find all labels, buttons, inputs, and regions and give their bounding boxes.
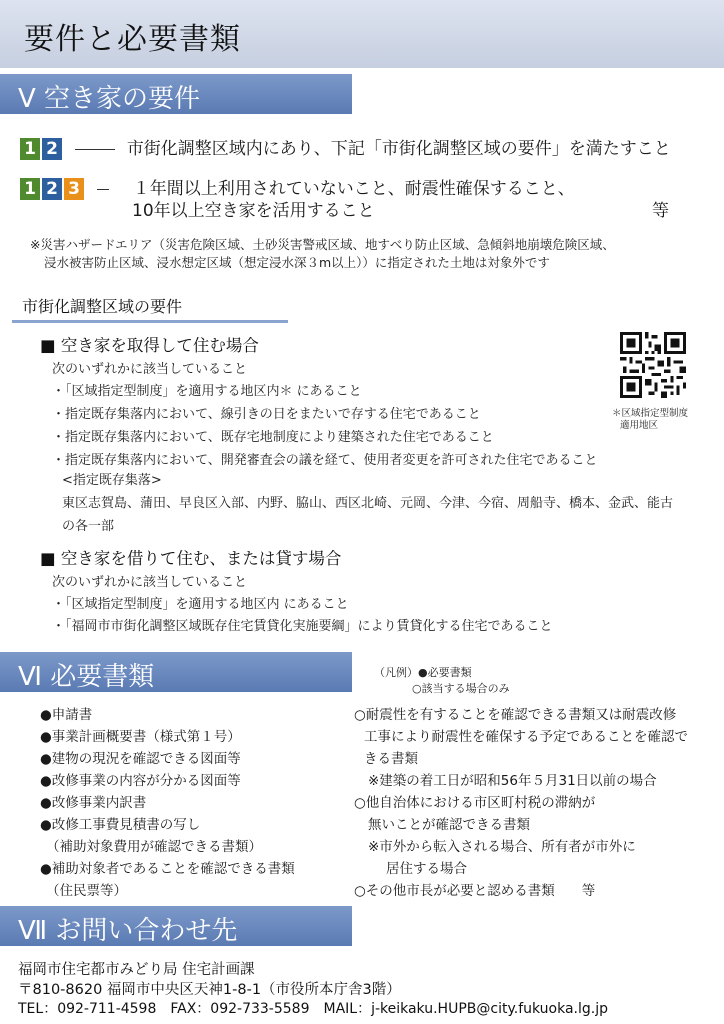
- case1-item: ・指定既存集落内において、線引きの日をまたいで存する住宅であること: [52, 407, 481, 422]
- conditional-docs-list: [354, 704, 688, 902]
- doc-item-note: （補助対象費用が確認できる書類）: [46, 839, 262, 855]
- villages-label: <指定既存集落>: [62, 473, 162, 488]
- requirement-1: [20, 134, 671, 160]
- badge-1: 1: [20, 178, 40, 200]
- doc-item: ●改修事業の内容が分かる図面等: [40, 773, 241, 789]
- qr-code[interactable]: [620, 332, 686, 398]
- section-v-title: Ⅴ 空き家の要件: [18, 84, 201, 114]
- case2-intro: 次のいずれかに該当していること: [52, 575, 248, 590]
- requirement-2-line1: １年間以上利用されていないこと、耐震性確保すること、: [132, 179, 575, 199]
- legend-conditional: ○該当する場合のみ: [412, 682, 510, 695]
- hazard-note-line1: ※災害ハザードエリア（災害危険区域、土砂災害警戒区域、地すべり防止区域、急傾斜地崩壊危険区域、: [30, 237, 615, 252]
- badge-2: 2: [42, 138, 62, 160]
- requirement-2-line2: 10年以上空き家を活用すること: [132, 201, 375, 221]
- requirement-1-text: 市街化調整区域内にあり、下記「市街化調整区域の要件」を満たすこと: [126, 139, 671, 159]
- doc-item-cont: 工事により耐震性を確保する予定であることを確認で: [364, 729, 688, 745]
- contact-address: 〒810-8620 福岡市中央区天神1-8-1（市役所本庁舎3階）: [18, 982, 401, 998]
- legend-prefix: （凡例）: [374, 666, 418, 679]
- section-vii-title: Ⅶ お問い合わせ先: [18, 916, 238, 946]
- doc-item-cont: 無いことが確認できる書類: [368, 817, 530, 833]
- case2-heading: ■ 空き家を借りて住む、または貸す場合: [40, 549, 342, 568]
- urbanization-heading-box: [12, 290, 288, 323]
- section-vi-bar: [0, 652, 352, 692]
- section-v-bar: [0, 74, 352, 114]
- doc-item: ●改修事業内訳書: [40, 795, 147, 811]
- doc-item-note: 居住する場合: [386, 861, 467, 877]
- legend-required: ●必要書類: [418, 666, 472, 679]
- case1-heading: ■ 空き家を取得して住む場合: [40, 336, 259, 355]
- case1-item: ・「区域指定型制度」を適用する地区内＊ にあること: [52, 384, 362, 399]
- connector-line: [97, 189, 109, 190]
- case2-item: ・「区域指定型制度」を適用する地区内 にあること: [52, 597, 349, 612]
- section-vii-bar: [0, 906, 352, 946]
- qr-caption-line1: ＊区域指定型制度: [612, 408, 689, 419]
- doc-item-note: ※建築の着工日が昭和56年５月31日以前の場合: [368, 773, 657, 789]
- villages-line1: 東区志賀島、蒲田、早良区入部、内野、脇山、西区北崎、元岡、今津、今宿、周船寺、橋本、金武、能古: [62, 496, 674, 511]
- page-title: 要件と必要書類: [24, 22, 241, 57]
- hazard-note-line2: 浸水被害防止区域、浸水想定区域（想定浸水深３m以上））に指定された土地は対象外です: [44, 255, 550, 270]
- connector-line: [75, 149, 115, 150]
- doc-item: ●補助対象者であることを確認できる書類: [40, 861, 295, 877]
- badge-1: 1: [20, 138, 40, 160]
- contact-details: TEL：092-711-4598 FAX：092-733-5589 MAIL：j-keikaku.HUPB@city.fukuoka.lg.jp: [18, 1001, 609, 1017]
- doc-item: ●事業計画概要書（様式第１号）: [40, 729, 241, 745]
- qr-caption: [612, 408, 688, 432]
- required-docs-list: [40, 704, 295, 902]
- case1-intro: 次のいずれかに該当していること: [52, 362, 248, 377]
- doc-item: ●申請書: [40, 707, 93, 723]
- qr-caption-line2: 適用地区: [620, 420, 659, 431]
- doc-item: ●建物の現況を確認できる図面等: [40, 751, 241, 767]
- case2-item: ・「福岡市市街化調整区域既存住宅賃貸化実施要綱」により賃貸化する住宅であること: [52, 619, 553, 634]
- requirement-2-suffix: 等: [652, 201, 669, 221]
- villages-line2: の各一部: [62, 519, 115, 534]
- doc-item: ●改修工事費見積書の写し: [40, 817, 201, 833]
- doc-item-note: （住民票等）: [46, 883, 127, 899]
- urbanization-heading: 市街化調整区域の要件: [22, 297, 183, 316]
- section-vi-title: Ⅵ 必要書類: [18, 662, 155, 692]
- doc-item: ○その他市長が必要と認める書類 等: [354, 883, 596, 899]
- case1-item: ・指定既存集落内において、既存宅地制度により建築された住宅であること: [52, 430, 494, 445]
- case1-item: ・指定既存集落内において、開発審査会の議を経て、使用者変更を許可された住宅であること: [52, 453, 598, 468]
- doc-item-note: ※市外から転入される場合、所有者が市外に: [368, 839, 636, 855]
- doc-item: ○他自治体における市区町村税の滞納が: [354, 795, 596, 811]
- contact-org: 福岡市住宅都市みどり局 住宅計画課: [18, 962, 255, 978]
- badge-3: 3: [64, 178, 84, 200]
- badge-2: 2: [42, 178, 62, 200]
- doc-item: ○耐震性を有することを確認できる書類又は耐震改修: [354, 707, 677, 723]
- doc-item-cont: きる書類: [364, 751, 418, 767]
